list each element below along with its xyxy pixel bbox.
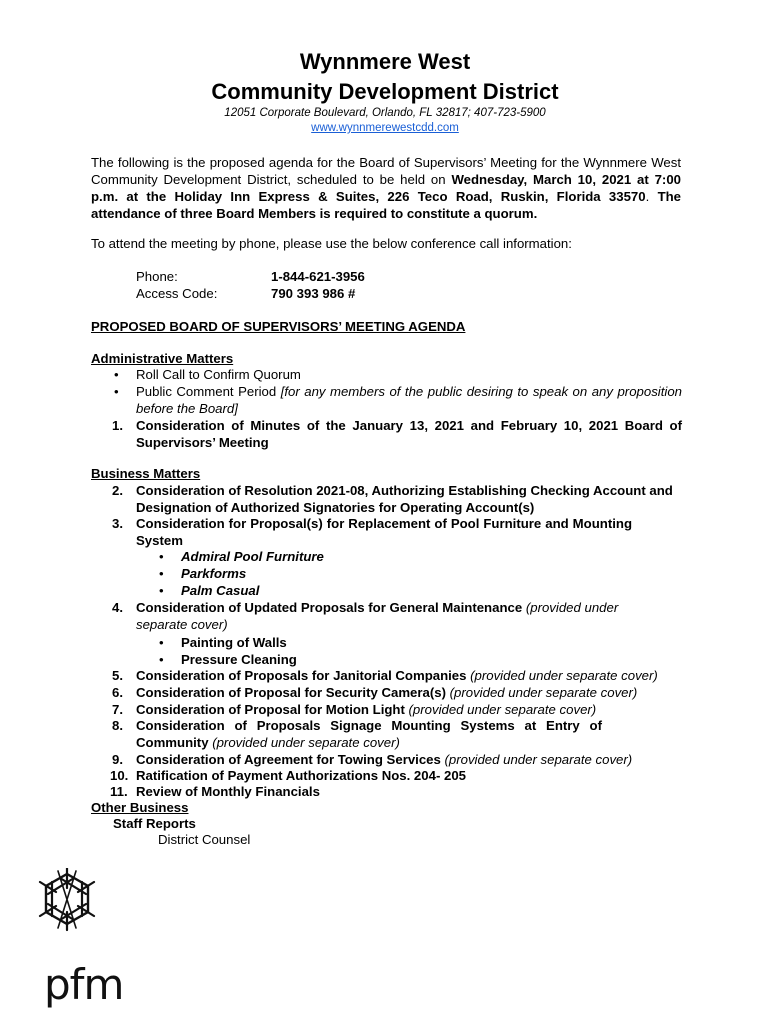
item-text: Consideration of Agreement for Towing Services [136, 752, 445, 767]
agenda-item-5 [112, 668, 682, 685]
agenda-item-7 [112, 702, 682, 719]
agenda-item-1 [112, 418, 682, 451]
website-link[interactable]: www.wynnmerewestcdd.com [311, 122, 459, 134]
item-number: 2. [112, 483, 123, 498]
item-text: Consideration of Minutes of the January 13, 2021 and February 10, 2021 Board of Supervisors’ Meeting [136, 418, 682, 450]
bullet-public-comment [136, 384, 682, 417]
item-number: 10. [110, 768, 129, 783]
bullet-roll-call: • Roll Call to Confirm Quorum [136, 367, 682, 384]
item-text: Consideration of Proposals for Janitorial Companies [136, 668, 471, 683]
agenda-title: PROPOSED BOARD OF SUPERVISORS’ MEETING AGENDA [91, 319, 466, 334]
item-text: Ratification of Payment Authorizations Nos. 204- 205 [136, 768, 466, 783]
phone-value: 1-844-621-3956 [271, 269, 365, 284]
item-number: 5. [112, 668, 123, 683]
item-number: 1. [112, 418, 123, 433]
item-note: (provided under separate cover) [449, 685, 638, 700]
item-number: 9. [112, 752, 123, 767]
sub-bullet-admiral: • Admiral Pool Furniture [181, 549, 324, 566]
sub-bullet-pressure-cleaning: • Pressure Cleaning [181, 652, 297, 669]
item-text: Consideration of Updated Proposals for General Maintenance [136, 600, 526, 615]
agenda-item-2 [112, 483, 682, 516]
item-text: Consideration of Resolution 2021-08, Authorizing Establishing Checking Account and Designation of Authorized Signatories for Operating Account(s) [136, 483, 673, 515]
sub-bullet-palm-casual: • Palm Casual [181, 583, 259, 600]
title-line-1: Wynnmere West [299, 49, 471, 74]
phone-label: Phone: [136, 269, 178, 284]
agenda-item-10 [112, 768, 682, 785]
meeting-details: Wednesday, March 10, 2021 at 7:00 p.m. at the Holiday Inn Express & Suites, 226 Teco Road, Ruskin, Florida 33570 [91, 172, 681, 204]
admin-heading: Administrative Matters [91, 351, 234, 366]
agenda-item-3 [112, 516, 632, 549]
intro-punct: . [645, 189, 658, 204]
public-comment-note: [for any members of the public desiring to speak on any proposition before the Board] [136, 384, 682, 416]
pfm-logo-icon [38, 868, 96, 958]
item-note: (provided under separate cover) [470, 668, 658, 683]
agenda-item-6 [112, 685, 682, 702]
item-number: 6. [112, 685, 123, 700]
item-number: 4. [112, 600, 123, 615]
item-note: (provided under separate cover) [212, 734, 400, 750]
district-counsel: District Counsel [158, 832, 251, 847]
agenda-item-9 [112, 752, 682, 769]
access-code-value: 790 393 986 # [271, 286, 356, 301]
quorum-note: The attendance of three Board Members is required to constitute a quorum. [91, 189, 682, 221]
item-text: Consideration for Proposal(s) for Replacement of Pool Furniture and Mounting System [136, 516, 632, 548]
item-text: Consideration of Proposals Signage Mounting Systems at Entry of Community [136, 718, 602, 750]
agenda-item-8 [112, 718, 602, 751]
sub-bullet-painting: • Painting of Walls [181, 635, 287, 652]
agenda-item-4 [112, 600, 652, 633]
business-heading: Business Matters [91, 466, 201, 481]
item-note: (provided under separate cover) [136, 600, 619, 632]
title-line-2: Community Development District [211, 79, 559, 104]
intro-text: The following is the proposed agenda for the Board of Supervisors’ Meeting for the Wynnmere West Community Development District, scheduled to be held on [91, 155, 681, 187]
intro-paragraph [91, 154, 681, 222]
item-number: 8. [112, 718, 123, 733]
item-number: 7. [112, 702, 123, 717]
other-business-heading: Other Business [91, 800, 189, 815]
item-note: (provided under separate cover) [444, 752, 633, 767]
item-text: Consideration of Proposal for Motion Light [136, 702, 409, 717]
public-comment-label: Public Comment Period [136, 384, 281, 399]
item-number: 3. [112, 516, 123, 531]
staff-reports: Staff Reports [113, 816, 196, 831]
address: 12051 Corporate Boulevard, Orlando, FL 32817; 407-723-5900 [224, 107, 546, 119]
website-link-row [0, 122, 770, 134]
item-text: Consideration of Proposal for Security Camera(s) [136, 685, 450, 700]
sub-bullet-parkforms: • Parkforms [181, 566, 246, 583]
phone-intro: To attend the meeting by phone, please use the below conference call information: [91, 236, 572, 251]
item-text: Review of Monthly Financials [136, 784, 320, 799]
item-note: (provided under separate cover) [408, 702, 597, 717]
item-number: 11. [110, 784, 128, 799]
agenda-item-11 [112, 784, 682, 801]
access-code-label: Access Code: [136, 286, 218, 301]
pfm-logo-text: pfm [44, 960, 124, 1009]
